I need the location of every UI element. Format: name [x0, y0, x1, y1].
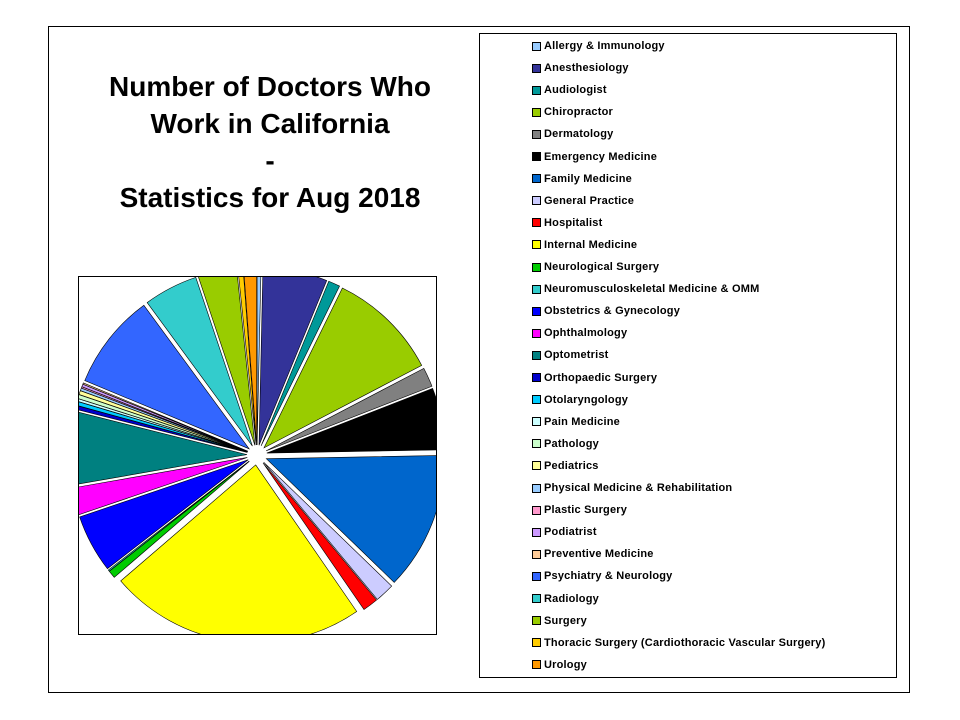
legend-swatch: [532, 484, 541, 493]
legend-swatch: [532, 285, 541, 294]
legend-swatch: [532, 64, 541, 73]
legend-label: Allergy & Immunology: [544, 40, 665, 52]
legend-item: [532, 657, 587, 673]
legend-item: [532, 502, 627, 518]
legend-label: Internal Medicine: [544, 238, 638, 251]
legend-item: [532, 414, 620, 430]
legend-label: Pediatrics: [544, 459, 599, 472]
legend-item: [532, 392, 628, 408]
legend-item: [532, 126, 613, 142]
title-line-4: Statistics for Aug 2018: [119, 182, 421, 213]
legend-swatch: [532, 638, 541, 647]
legend-item: [532, 370, 657, 386]
legend-item: [532, 436, 599, 452]
pie-plot-area: [78, 276, 437, 635]
legend-item: [532, 635, 825, 651]
legend-swatch: [532, 42, 541, 51]
legend-item: [532, 568, 673, 584]
legend-swatch: [532, 351, 541, 360]
pie-chart: [79, 277, 436, 634]
legend-swatch: [532, 218, 541, 227]
legend-label: Family Medicine: [544, 172, 632, 185]
chart-title: [70, 68, 470, 216]
legend-label: Pain Medicine: [544, 415, 620, 428]
legend-label: Radiology: [544, 592, 599, 605]
legend-swatch: [532, 594, 541, 603]
title-line-1: Number of Doctors Who: [109, 71, 431, 102]
legend-label: Urology: [544, 658, 587, 671]
legend-label: Emergency Medicine: [544, 150, 658, 163]
legend-item: [532, 281, 759, 297]
legend-item: [532, 149, 657, 165]
legend-item: [532, 303, 680, 319]
legend-label: Psychiatry & Neurology: [544, 570, 673, 583]
legend-swatch: [532, 196, 541, 205]
legend-label: Dermatology: [544, 128, 614, 141]
legend-swatch: [532, 528, 541, 537]
legend-swatch: [532, 263, 541, 272]
legend-swatch: [532, 307, 541, 316]
legend-item: [532, 591, 599, 607]
legend-swatch: [532, 395, 541, 404]
legend-swatch: [532, 152, 541, 161]
legend-swatch: [532, 86, 541, 95]
chart-legend: [479, 33, 897, 678]
legend-label: Podiatrist: [544, 526, 597, 539]
legend-item: [532, 259, 659, 275]
legend-label: Physical Medicine & Rehabilitation: [544, 482, 733, 494]
legend-item: [532, 524, 597, 540]
legend-label: Audiologist: [544, 84, 607, 97]
legend-item: [532, 325, 627, 341]
legend-label: Pathology: [544, 437, 599, 450]
legend-label: Neuromusculoskeletal Medicine & OMM: [544, 283, 760, 296]
legend-swatch: [532, 240, 541, 249]
legend-item: [532, 480, 732, 496]
legend-item: [532, 347, 609, 363]
legend-item: [532, 82, 607, 98]
legend-swatch: [532, 373, 541, 382]
legend-label: General Practice: [544, 194, 635, 207]
legend-label: Hospitalist: [544, 216, 603, 229]
legend-swatch: [532, 174, 541, 183]
legend-item: [532, 613, 587, 629]
legend-label: Neurological Surgery: [544, 261, 660, 273]
legend-label: Chiropractor: [544, 106, 614, 119]
legend-item: [532, 104, 613, 120]
legend-label: Plastic Surgery: [544, 504, 628, 517]
legend-swatch: [532, 550, 541, 559]
legend-label: Preventive Medicine: [544, 548, 654, 561]
legend-item: [532, 60, 629, 76]
legend-label: Ophthalmology: [544, 327, 628, 340]
legend-swatch: [532, 461, 541, 470]
legend-label: Anesthesiology: [544, 62, 629, 75]
legend-swatch: [532, 616, 541, 625]
legend-item: [532, 215, 602, 231]
title-line-3: -: [265, 145, 275, 176]
legend-swatch: [532, 329, 541, 338]
legend-label: Thoracic Surgery (Cardiothoracic Vascular Surgery): [544, 636, 826, 649]
legend-swatch: [532, 130, 541, 139]
legend-label: Otolaryngology: [544, 393, 629, 406]
legend-label: Surgery: [544, 614, 587, 627]
legend-label: Obstetrics & Gynecology: [544, 305, 681, 318]
title-line-2: Work in California: [150, 108, 390, 139]
legend-swatch: [532, 506, 541, 515]
legend-item: [532, 38, 665, 54]
legend-label: Orthopaedic Surgery: [544, 371, 658, 384]
legend-swatch: [532, 439, 541, 448]
legend-item: [532, 171, 632, 187]
legend-item: [532, 193, 634, 209]
legend-swatch: [532, 660, 541, 669]
legend-swatch: [532, 572, 541, 581]
legend-item: [532, 458, 599, 474]
legend-item: [532, 237, 637, 253]
legend-swatch: [532, 417, 541, 426]
legend-swatch: [532, 108, 541, 117]
legend-label: Optometrist: [544, 349, 609, 362]
legend-item: [532, 546, 654, 562]
